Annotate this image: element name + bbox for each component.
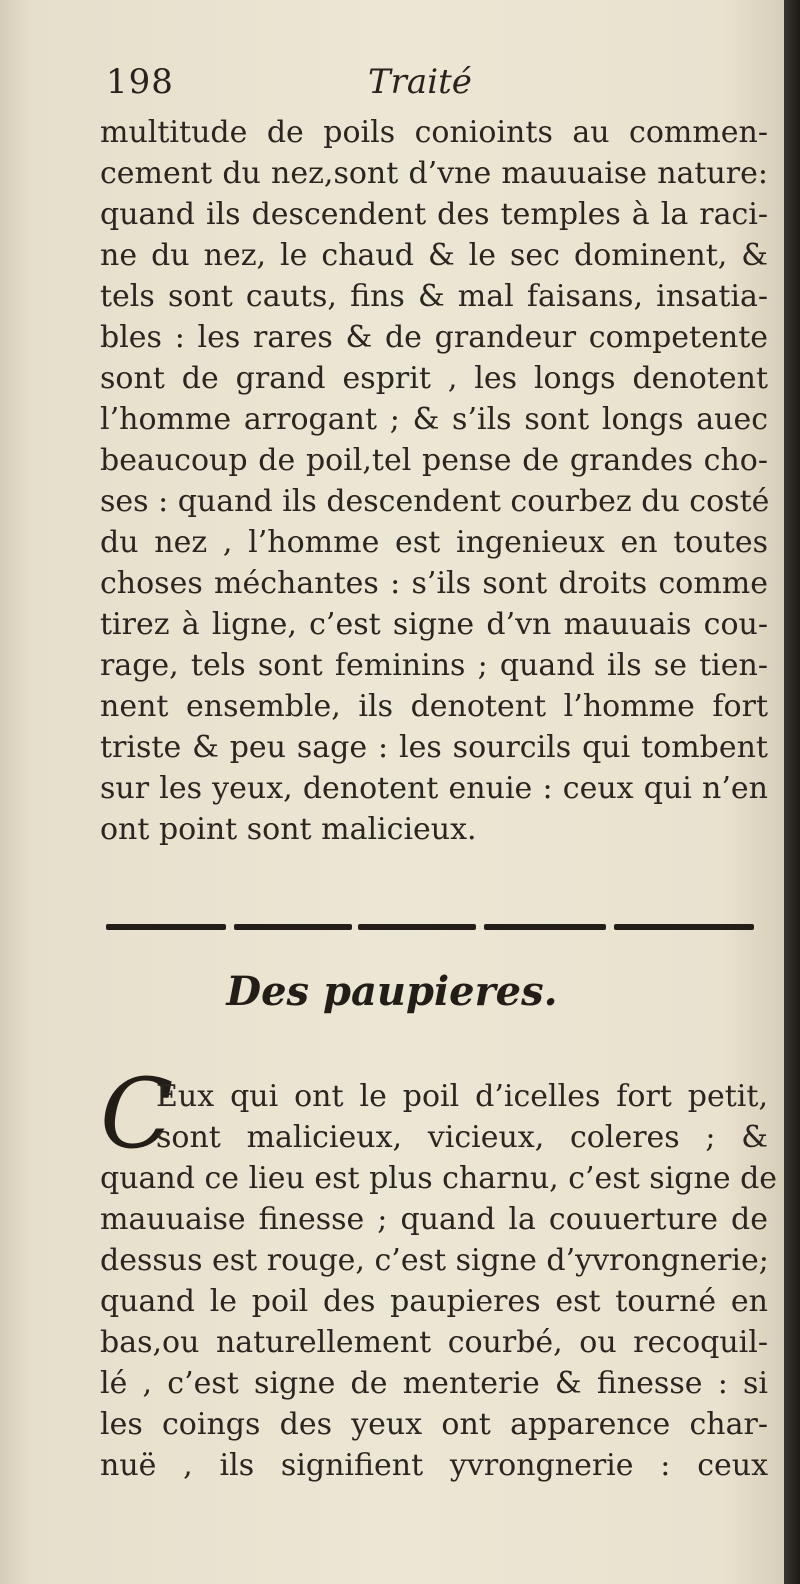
text-line: sont de grand esprit , les longs denotent <box>100 361 768 396</box>
text-line: sont malicieux, vicieux, coleres ; & <box>156 1120 768 1155</box>
text-line: bas,ou naturellement courbé, ou recoquil- <box>100 1325 768 1360</box>
text-line: quand ce lieu est plus charnu, c’est signe de <box>100 1161 778 1196</box>
text-line: choses méchantes : s’ils sont droits comme <box>100 566 768 601</box>
running-title: Traité <box>368 62 472 102</box>
section-heading: Des paupieres. <box>226 968 558 1015</box>
text-line: sur les yeux, denotent enuie : ceux qui n’en <box>100 771 768 806</box>
text-line: tirez à ligne, c’est signe d’vn mauuais cou- <box>100 607 768 642</box>
paragraph-eyelids <box>100 1058 778 1486</box>
text-line: nent ensemble, ils denotent l’homme fort <box>100 689 768 724</box>
text-line: cement du nez,sont d’vne mauuaise nature: <box>100 156 768 191</box>
page-number: 198 <box>106 62 174 102</box>
text-line: tels sont cauts, fins & mal faisans, insatia- <box>100 279 768 314</box>
text-line: l’homme arrogant ; & s’ils sont longs auec <box>100 402 768 437</box>
text-line: nuë , ils signifient yvrongnerie : ceux <box>100 1448 768 1483</box>
text-line: triste & peu sage : les sourcils qui tombent <box>100 730 768 765</box>
text-line: quand ils descendent des temples à la raci- <box>100 197 768 232</box>
paragraph-physiognomy-eyebrows <box>100 112 768 850</box>
text-line: beaucoup de poil,tel pense de grandes cho- <box>100 443 768 478</box>
text-line: les coings des yeux ont apparence char- <box>100 1407 768 1442</box>
text-line: rage, tels sont feminins ; quand ils se tien- <box>100 648 768 683</box>
text-line: du nez , l’homme est ingenieux en toutes <box>100 525 768 560</box>
text-line: ne du nez, le chaud & le sec dominent, & <box>100 238 768 273</box>
text-line: bles : les rares & de grandeur competente <box>100 320 768 355</box>
drop-cap-initial: C <box>100 1058 174 1170</box>
text-line: ses : quand ils descendent courbez du costé <box>100 484 770 519</box>
text-line: quand le poil des paupieres est tourné en <box>100 1284 768 1319</box>
text-line: Eux qui ont le poil d’icelles fort petit, <box>156 1079 768 1114</box>
page-header <box>106 60 766 110</box>
section-divider-rule <box>106 920 754 934</box>
text-line: mauuaise finesse ; quand la couuerture de <box>100 1202 768 1237</box>
page-binding-edge <box>784 0 800 1584</box>
text-line: multitude de poils conioints au commen- <box>100 115 768 150</box>
text-line: ont point sont malicieux. <box>100 812 477 847</box>
text-line: dessus est rouge, c’est signe d’yvrongnerie; <box>100 1243 769 1278</box>
text-line: lé , c’est signe de menterie & finesse : si <box>100 1366 768 1401</box>
